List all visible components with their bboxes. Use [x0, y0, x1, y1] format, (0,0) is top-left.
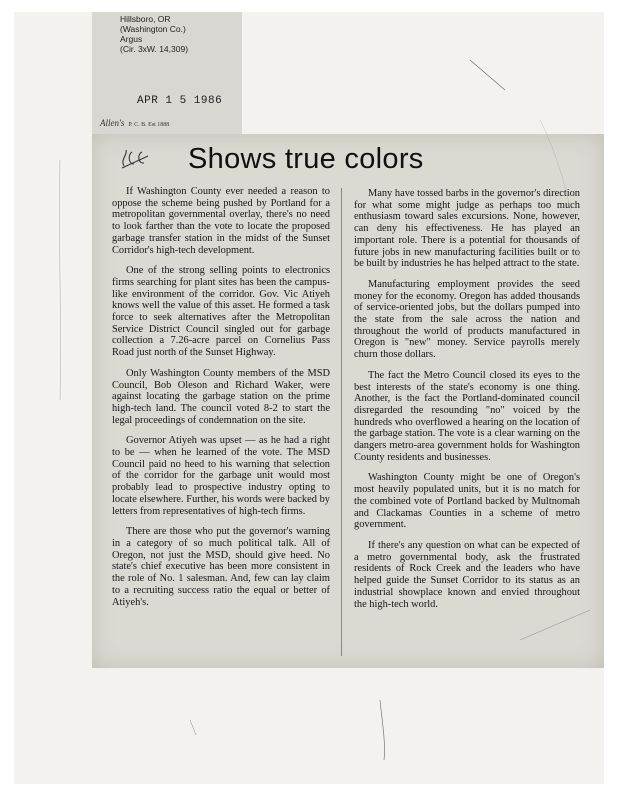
paragraph: One of the strong selling points to electronics firms searching for plant sites has been the campus-like environment of the corridor. Gov. Vic Atiyeh knows well the value of this asset. He formed a task force to seek alternatives after the Metropolitan Service District Council singled out for garbage collection a 7.26-acre parcel on Cornelius Pass Road just north of the Sunset Highway.	[112, 265, 330, 359]
paragraph: If Washington County ever needed a reason to oppose the scheme being pushed by Portland for a metropolitan governmental overlay, there's no need to look farther than the vote to locate the proposed garbage transfer station in the midst of the Sunset Corridor's high-tech development.	[112, 186, 330, 256]
publication-city: Hillsboro, OR	[120, 14, 171, 24]
publication-county: (Washington Co.)	[120, 24, 186, 34]
paragraph: Only Washington County members of the MSD Council, Bob Oleson and Richard Waker, were against locating the garbage station on the prime high-tech land. The council voted 8-2 to start the legal proceedings of condemnation on the site.	[112, 367, 330, 426]
handwritten-mark-icon	[118, 146, 162, 172]
clipping-service-code: P. C. B. Est 1888	[128, 122, 170, 128]
publication-circulation: (Cir. 3xW. 14,309)	[120, 44, 189, 54]
publication-name: Argus	[120, 34, 143, 44]
date-stamp: APR 1 5 1986	[137, 95, 223, 107]
paragraph: If there's any question on what can be expected of a metro governmental body, ask the frustrated residents of Rock Creek and the leaders who have helped guide the Sunset Corridor to its status as an industrial showplace known and envied throughout the high-tech world.	[354, 539, 580, 610]
paragraph: Governor Atiyeh was upset — as he had a right to be — when he learned of the vote. The MSD Council paid no heed to his warning that selection of the corridor for the garbage unit would most probably lead to prospective industry opting to locate elsewhere. Further, his words were backed by letters from representatives of high-tech firms.	[112, 435, 330, 517]
paragraph: The fact the Metro Council closed its eyes to the best interests of the state's economy is one thing. Another, is the fact the Portland-dominated council disregarded the resounding "no" voiced by the hundreds who overflowed a hearing on the location of the garbage station. The vote is a clear warning on the dangers metro-area government holds for Washington County residents and businesses.	[354, 369, 580, 463]
paragraph: Manufacturing employment provides the seed money for the economy. Oregon has added thousands of service-oriented jobs, but the dollars pumped into the state from the sale across the nation and throughout the world of products manufactured in Oregon is "new" money. Service payrolls merely churn those dollars.	[354, 278, 580, 361]
paragraph: There are those who put the governor's warning in a category of so much political talk. All of Oregon, not just the MSD, should give heed. No state's chief executive has been more consistent in the role of No. 1 salesman. And, few can lay claim to a recruiting success ratio the equal or better of Atiyeh's.	[112, 526, 330, 608]
clipping-service-name: Allen's	[100, 118, 125, 128]
clipping-service-stamp	[100, 118, 169, 128]
headline: Shows true colors	[188, 143, 424, 175]
paragraph: Many have tossed barbs in the governor's direction for what some might judge as perhaps too much enthusiasm toward sales excursions. None, however, can deny his effectiveness. He has played an important role. There is a potential for thousands of future jobs in new manufacturing facilities built or to be built by industries he has helped attract to the state.	[354, 188, 580, 270]
column-divider	[341, 188, 342, 656]
paragraph: Washington County might be one of Oregon's most heavily populated units, but it is no match for the combined vote of Portland backed by Multnomah and Clackamas Counties in a scheme of metro government.	[354, 472, 580, 531]
article-column-left	[112, 186, 330, 617]
publication-info	[120, 14, 240, 54]
article-column-right	[354, 188, 580, 619]
